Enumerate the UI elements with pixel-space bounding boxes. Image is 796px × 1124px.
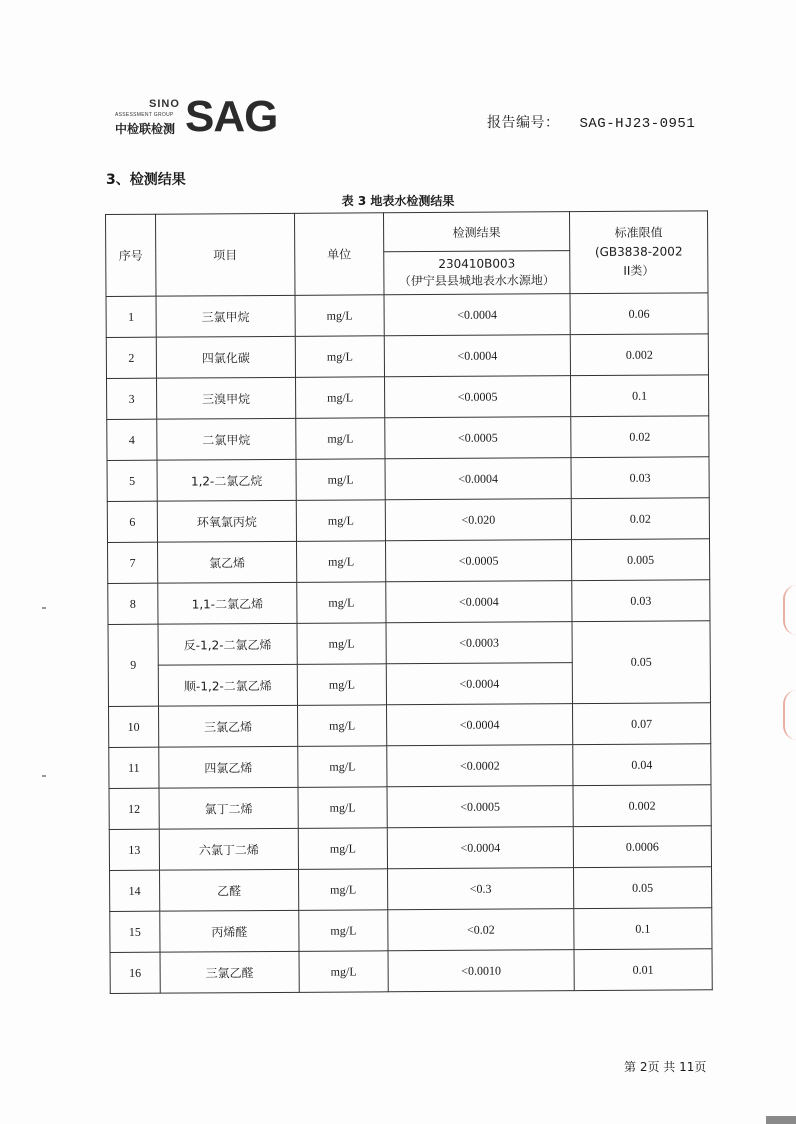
cell-seq: 9 (108, 624, 158, 706)
header-standard (569, 211, 707, 294)
cell-limit: 0.0006 (573, 826, 711, 868)
header-seq: 序号 (106, 214, 156, 296)
cell-unit: mg/L (299, 869, 388, 911)
results-table (105, 210, 713, 994)
header-standard-line2: (GB3838-2002 (594, 244, 683, 260)
cell-result: <0.0005 (386, 540, 572, 582)
table-row (110, 949, 712, 994)
logo-sino-text: SINO (149, 98, 180, 110)
cell-item: 三氯乙醛 (160, 951, 299, 993)
cell-limit: 0.05 (572, 621, 710, 704)
cell-unit: mg/L (298, 787, 387, 829)
cell-item: 反-1,2-二氯乙烯 (158, 623, 297, 665)
cell-unit: mg/L (297, 541, 386, 583)
company-logo (115, 92, 290, 141)
cell-item: 顺-1,2-二氯乙烯 (158, 664, 297, 706)
cell-result: <0.0004 (385, 458, 571, 500)
cell-item: 三氯乙烯 (159, 705, 298, 747)
cell-result: <0.0005 (384, 376, 570, 418)
header-sample-code: 230410B003 (438, 256, 516, 271)
logo-assessment-text: ASSESSMENT GROUP (115, 112, 174, 118)
header-standard-line1: 标准限值 (614, 225, 663, 240)
scan-speck (42, 775, 46, 777)
table-row (109, 785, 711, 830)
cell-seq: 1 (106, 296, 156, 337)
cell-unit: mg/L (296, 418, 385, 460)
cell-result: <0.0004 (386, 663, 572, 705)
logo-brand: SAG (185, 92, 278, 141)
cell-seq: 5 (107, 460, 157, 501)
table-row (109, 744, 711, 789)
cell-seq: 4 (107, 419, 157, 460)
cell-result: <0.0010 (388, 950, 574, 992)
page-number: 第 2页 共 11页 (624, 1060, 707, 1074)
cell-result: <0.0002 (387, 745, 573, 787)
cell-seq: 12 (109, 788, 159, 829)
cell-item: 三氯甲烷 (156, 295, 295, 337)
scan-edge-bar (766, 1116, 796, 1124)
cell-result: <0.0004 (387, 704, 573, 746)
cell-seq: 13 (109, 829, 159, 870)
cell-unit: mg/L (297, 582, 386, 624)
scan-speck (42, 607, 46, 609)
table-row (110, 867, 712, 912)
cell-unit: mg/L (297, 664, 386, 706)
cell-unit: mg/L (295, 336, 384, 378)
report-number-label: 报告编号： (487, 115, 560, 131)
cell-limit: 0.02 (571, 416, 709, 458)
table-row (110, 908, 712, 953)
cell-result: <0.0004 (386, 581, 572, 623)
cell-item: 四氯化碳 (156, 336, 295, 378)
table-row (107, 457, 709, 502)
cell-seq: 6 (107, 501, 157, 542)
table-row (107, 375, 709, 420)
cell-item: 1,2-二氯乙烷 (157, 459, 296, 501)
header-item: 项目 (156, 213, 295, 296)
table-row (108, 580, 710, 625)
cell-seq: 11 (109, 747, 159, 788)
cell-unit: mg/L (295, 295, 384, 337)
section-title: 3、检测结果 (106, 172, 186, 188)
cell-limit: 0.05 (574, 867, 712, 909)
cell-limit: 0.005 (571, 539, 709, 581)
cell-unit: mg/L (296, 377, 385, 419)
cell-item: 氯丁二烯 (159, 787, 298, 829)
cell-item: 1,1-二氯乙烯 (158, 582, 297, 624)
cell-seq: 2 (106, 337, 156, 378)
cell-item: 二氯甲烷 (157, 418, 296, 460)
cell-result: <0.0003 (386, 622, 572, 664)
cell-seq: 8 (108, 583, 158, 624)
seal-edge-mark (783, 690, 796, 740)
cell-seq: 10 (109, 706, 159, 747)
cell-seq: 15 (110, 911, 160, 952)
cell-item: 三溴甲烷 (157, 377, 296, 419)
header-sample (384, 251, 570, 295)
cell-seq: 7 (108, 542, 158, 583)
cell-unit: mg/L (297, 623, 386, 665)
cell-limit: 0.1 (574, 908, 712, 950)
logo-chinese-name: 中检联检测 (115, 122, 176, 136)
table-row (108, 621, 710, 666)
table-row (106, 293, 708, 338)
cell-limit: 0.02 (571, 498, 709, 540)
cell-limit: 0.04 (573, 744, 711, 786)
table-row (107, 498, 709, 543)
table-row (107, 416, 709, 461)
cell-result: <0.0004 (384, 335, 570, 377)
cell-limit: 0.03 (572, 580, 710, 622)
cell-item: 氯乙烯 (158, 541, 297, 583)
cell-result: <0.3 (388, 868, 574, 910)
cell-seq: 16 (110, 952, 160, 993)
table-row (109, 826, 711, 871)
cell-item: 乙醛 (160, 869, 299, 911)
cell-item: 六氯丁二烯 (159, 828, 298, 870)
header-result: 检测结果 (383, 212, 569, 252)
cell-result: <0.0005 (387, 786, 573, 828)
header-unit: 单位 (294, 213, 383, 296)
cell-unit: mg/L (298, 828, 387, 870)
header-standard-line3: II类） (623, 263, 655, 278)
cell-result: <0.0004 (384, 294, 570, 336)
cell-limit: 0.07 (572, 703, 710, 745)
cell-unit: mg/L (299, 951, 388, 993)
cell-item: 丙烯醛 (160, 910, 299, 952)
cell-limit: 0.002 (570, 334, 708, 376)
report-number (487, 112, 695, 132)
cell-limit: 0.06 (570, 293, 708, 335)
cell-limit: 0.03 (571, 457, 709, 499)
cell-result: <0.02 (388, 909, 574, 951)
cell-result: <0.0005 (385, 417, 571, 459)
header-sample-site: （伊宁县县城地表水水源地） (398, 273, 555, 289)
table-row (108, 539, 710, 584)
cell-unit: mg/L (296, 500, 385, 542)
cell-unit: mg/L (298, 705, 387, 747)
cell-limit: 0.1 (570, 375, 708, 417)
cell-unit: mg/L (299, 910, 388, 952)
seal-edge-mark (783, 585, 796, 635)
cell-item: 环氧氯丙烷 (157, 500, 296, 542)
report-number-value: SAG-HJ23-0951 (579, 116, 696, 132)
cell-seq: 14 (110, 870, 160, 911)
table-caption: 表 3 地表水检测结果 (341, 194, 455, 208)
cell-unit: mg/L (296, 459, 385, 501)
cell-result: <0.020 (385, 499, 571, 541)
cell-limit: 0.01 (574, 949, 712, 991)
cell-seq: 3 (107, 378, 157, 419)
cell-item: 四氯乙烯 (159, 746, 298, 788)
cell-unit: mg/L (298, 746, 387, 788)
cell-limit: 0.002 (573, 785, 711, 827)
table-row (109, 703, 711, 748)
cell-result: <0.0004 (387, 827, 573, 869)
table-row (106, 334, 708, 379)
